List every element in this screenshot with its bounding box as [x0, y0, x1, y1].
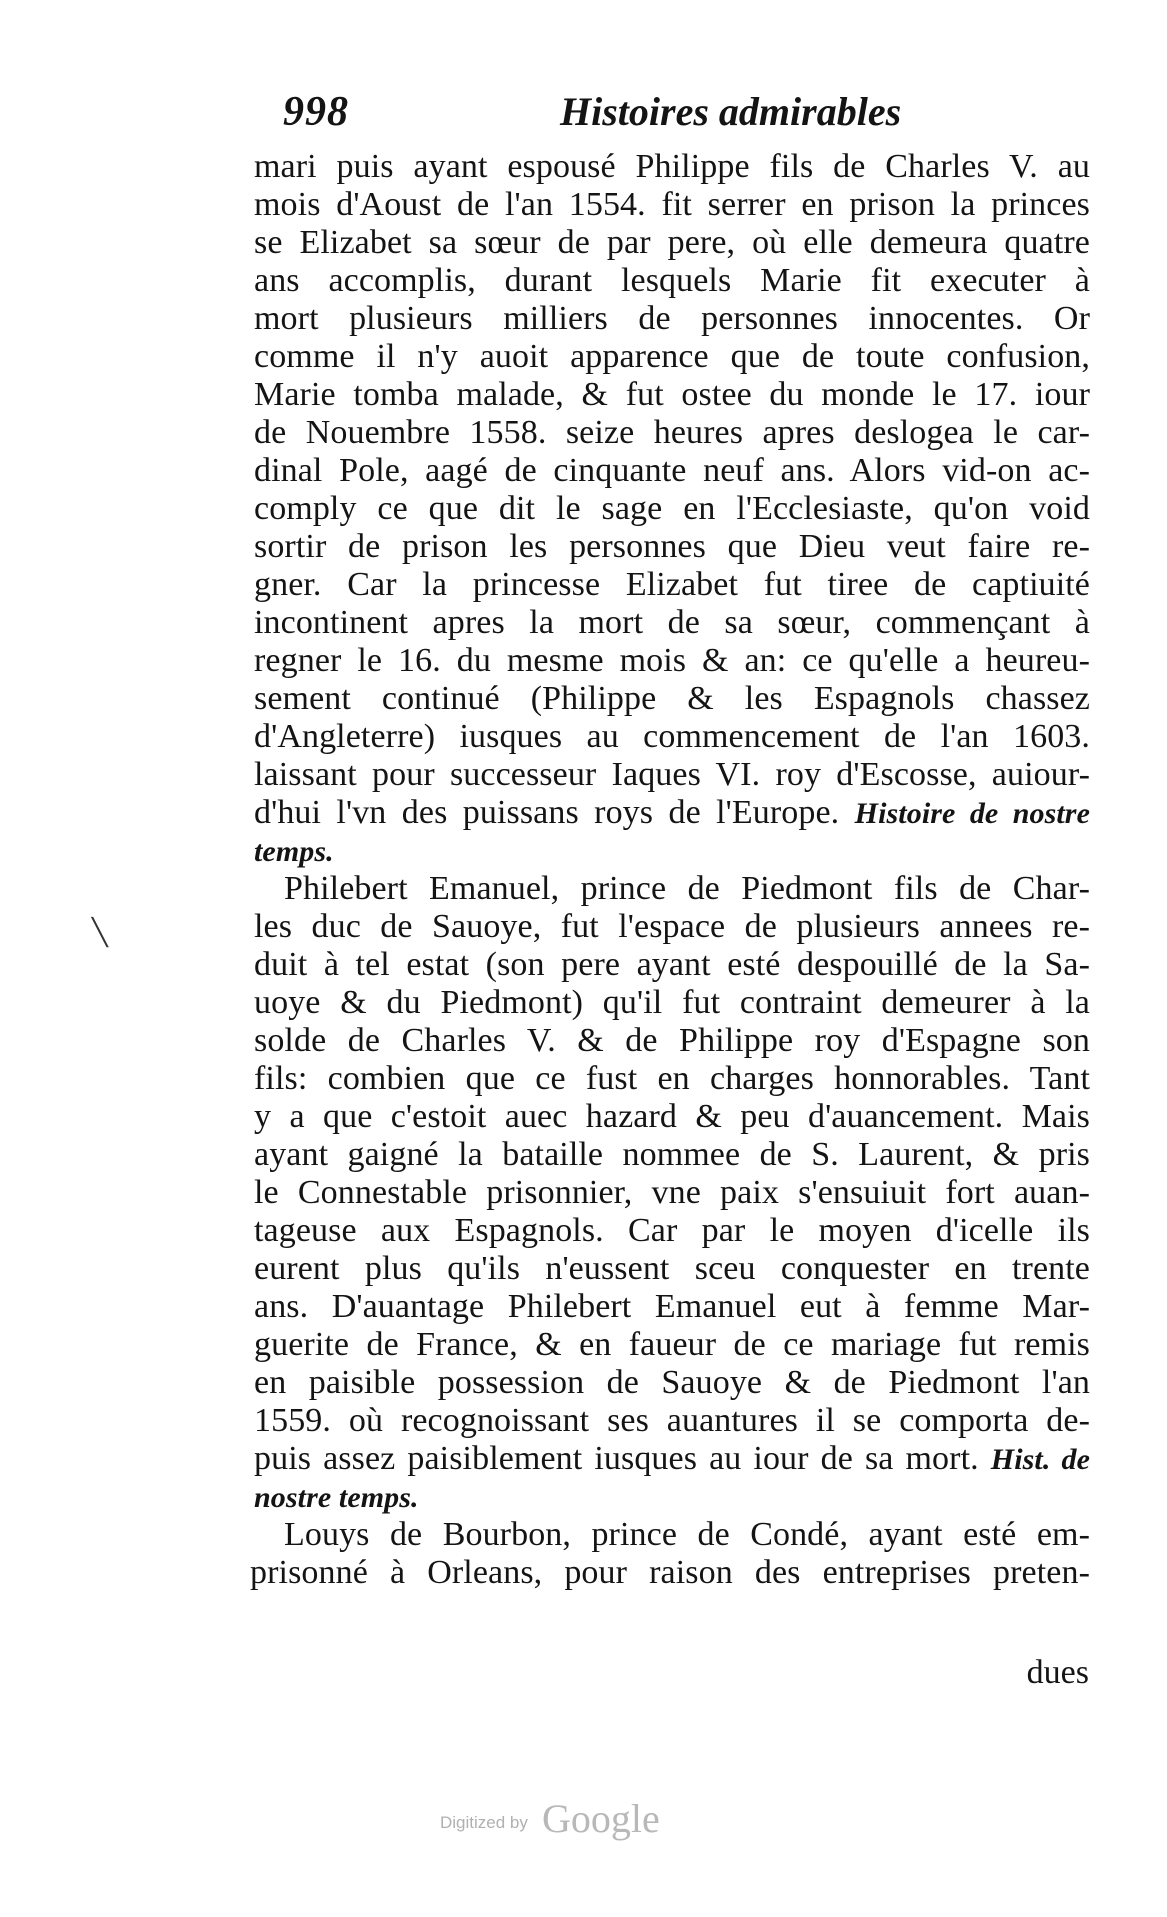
- line-text: regner le 16. du mesme mois & an: ce qu'elle a heureu-: [254, 642, 1090, 679]
- text-line: [254, 946, 1090, 984]
- line-text: le Connestable prisonnier, vne paix s'ensuiuit fort auan-: [254, 1174, 1090, 1211]
- citation: temps.: [254, 835, 334, 868]
- text-line: [254, 1060, 1090, 1098]
- line-text: mort plusieurs milliers de personnes innocentes. Or: [254, 300, 1090, 337]
- line-text: incontinent apres la mort de sa sœur, commençant à: [254, 604, 1090, 641]
- text-line: [254, 490, 1090, 528]
- body-text: [250, 148, 1090, 1592]
- line-text: d'Angleterre) iusques au commencement de l'an 1603.: [254, 718, 1090, 755]
- text-line: [254, 186, 1090, 224]
- text-line: [254, 528, 1090, 566]
- text-line: [254, 262, 1090, 300]
- text-line: [254, 376, 1090, 414]
- text-line: [254, 338, 1090, 376]
- text-line: [254, 1326, 1090, 1364]
- text-line: [254, 718, 1090, 756]
- page-number: 998: [283, 89, 349, 135]
- line-text: duit à tel estat (son pere ayant esté despouillé de la Sa-: [254, 946, 1090, 983]
- line-text: Louys de Bourbon, prince de Condé, ayant esté em-: [284, 1516, 1090, 1553]
- line-text: 1559. où recognoissant ses auantures il se comporta de-: [254, 1402, 1090, 1439]
- text-line: [254, 452, 1090, 490]
- line-text: sement continué (Philippe & les Espagnols chassez: [254, 680, 1090, 717]
- text-line: [254, 224, 1090, 262]
- citation: Hist. de: [990, 1443, 1090, 1476]
- catchword: dues: [1026, 1654, 1089, 1691]
- line-text: sortir de prison les personnes que Dieu veut faire re-: [254, 528, 1090, 565]
- text-line: [254, 566, 1090, 604]
- line-text: gner. Car la princesse Elizabet fut tiree de captiuité: [254, 566, 1090, 603]
- line-text: tageuse aux Espagnols. Car par le moyen d'icelle ils: [254, 1212, 1090, 1249]
- line-text: guerite de France, & en faueur de ce mariage fut remis: [254, 1326, 1090, 1363]
- text-line: [254, 1402, 1090, 1440]
- line-text: comme il n'y auoit apparence que de toute confusion,: [254, 338, 1090, 375]
- line-text: mois d'Aoust de l'an 1554. fit serrer en prison la princes: [254, 186, 1090, 223]
- text-line: [254, 1212, 1090, 1250]
- text-line: [254, 680, 1090, 718]
- line-text: les duc de Sauoye, fut l'espace de plusieurs annees re-: [254, 908, 1090, 945]
- text-line: [254, 756, 1090, 794]
- digitized-by-label: Digitized by: [440, 1813, 528, 1832]
- text-line: [254, 148, 1090, 186]
- citation: nostre temps.: [254, 1481, 419, 1514]
- text-line: [254, 1098, 1090, 1136]
- text-line: [254, 1516, 1090, 1554]
- line-text: ans accomplis, durant lesquels Marie fit executer à: [254, 262, 1090, 299]
- running-title: Histoires admirables: [560, 89, 902, 134]
- google-logo: Google: [542, 1796, 660, 1841]
- line-text: fils: combien que ce fust en charges honnorables. Tant: [254, 1060, 1090, 1097]
- digitization-watermark: [440, 1795, 740, 1845]
- line-text: laissant pour successeur Iaques VI. roy d'Escosse, auiour-: [254, 756, 1090, 793]
- text-line: [254, 984, 1090, 1022]
- line-text: puis assez paisiblement iusques au iour de sa mort.: [254, 1440, 979, 1477]
- line-text: eurent plus qu'ils n'eussent sceu conquester en trente: [254, 1250, 1090, 1287]
- line-text: en paisible possession de Sauoye & de Piedmont l'an: [254, 1364, 1090, 1401]
- text-line: [254, 1364, 1090, 1402]
- text-line: [254, 1250, 1090, 1288]
- line-text: de Nouembre 1558. seize heures apres deslogea le car-: [254, 414, 1090, 451]
- text-line: [254, 414, 1090, 452]
- line-text: ans. D'auantage Philebert Emanuel eut à femme Mar-: [254, 1288, 1090, 1325]
- text-line: [254, 1174, 1090, 1212]
- line-text: comply ce que dit le sage en l'Ecclesiaste, qu'on void: [254, 490, 1090, 527]
- text-line: [254, 300, 1090, 338]
- text-line: [254, 1440, 1090, 1478]
- text-line: [254, 794, 1090, 832]
- line-text: se Elizabet sa sœur de par pere, où elle demeura quatre: [254, 224, 1090, 261]
- text-line: [254, 642, 1090, 680]
- line-text: dinal Pole, aagé de cinquante neuf ans. Alors vid-on ac-: [254, 452, 1090, 489]
- line-text: prisonné à Orleans, pour raison des entreprises preten-: [250, 1554, 1090, 1591]
- text-line: [254, 1022, 1090, 1060]
- line-text: Marie tomba malade, & fut ostee du monde le 17. iour: [254, 376, 1090, 413]
- citation: Histoire de nostre: [854, 797, 1090, 830]
- page-header: [283, 88, 1003, 148]
- margin-mark: ╲: [92, 918, 108, 948]
- line-text: mari puis ayant espousé Philippe fils de Charles V. au: [254, 148, 1090, 185]
- text-line: [254, 604, 1090, 642]
- line-text: y a que c'estoit auec hazard & peu d'auancement. Mais: [254, 1098, 1090, 1135]
- text-line: [254, 908, 1090, 946]
- text-line: [254, 832, 1090, 870]
- text-line: [254, 1478, 1090, 1516]
- text-line: [250, 1554, 1090, 1592]
- text-line: [254, 1288, 1090, 1326]
- text-line: [254, 870, 1090, 908]
- line-text: d'hui l'vn des puissans roys de l'Europe.: [254, 794, 840, 831]
- line-text: solde de Charles V. & de Philippe roy d'Espagne son: [254, 1022, 1090, 1059]
- text-line: [254, 1136, 1090, 1174]
- line-text: ayant gaigné la bataille nommee de S. Laurent, & pris: [254, 1136, 1090, 1173]
- line-text: uoye & du Piedmont) qu'il fut contraint demeurer à la: [254, 984, 1090, 1021]
- line-text: Philebert Emanuel, prince de Piedmont fils de Char-: [284, 870, 1090, 907]
